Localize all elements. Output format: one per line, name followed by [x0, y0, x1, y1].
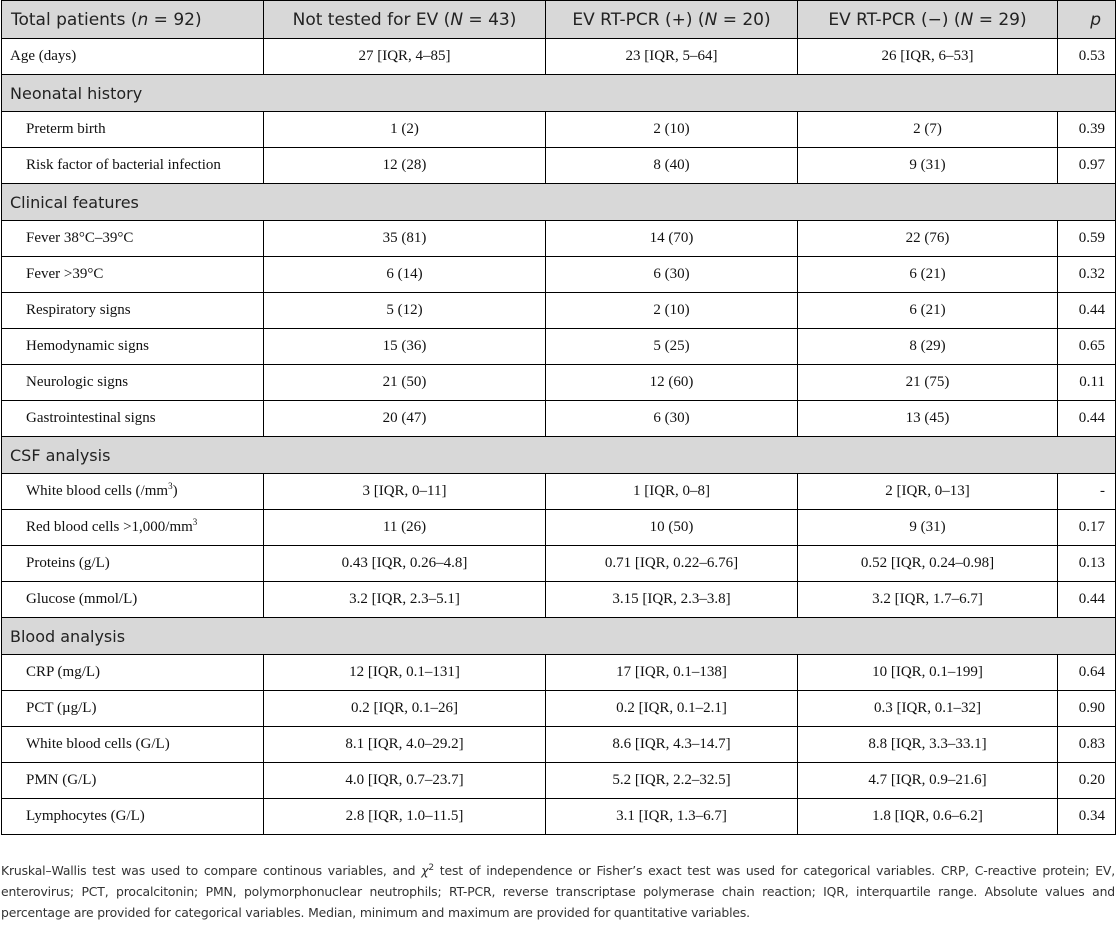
cell-not-tested: 3.2 [IQR, 2.3–5.1]	[264, 582, 546, 618]
header-ev-positive: EV RT-PCR (+) (N = 20)	[546, 1, 798, 39]
cell-p-value: 0.20	[1058, 763, 1116, 799]
cell-ev-positive: 2 (10)	[546, 293, 798, 329]
row-label: Hemodynamic signs	[2, 329, 264, 365]
cell-ev-negative: 2 [IQR, 0–13]	[798, 474, 1058, 510]
cell-ev-positive: 1 [IQR, 0–8]	[546, 474, 798, 510]
cell-not-tested: 0.2 [IQR, 0.1–26]	[264, 691, 546, 727]
cell-not-tested: 12 [IQR, 0.1–131]	[264, 655, 546, 691]
cell-ev-positive: 17 [IQR, 0.1–138]	[546, 655, 798, 691]
table-row	[2, 546, 1116, 582]
row-label: Proteins (g/L)	[2, 546, 264, 582]
cell-ev-positive: 6 (30)	[546, 257, 798, 293]
cell-p-value: 0.65	[1058, 329, 1116, 365]
table-row	[2, 510, 1116, 546]
cell-ev-negative: 2 (7)	[798, 112, 1058, 148]
row-label: Neurologic signs	[2, 365, 264, 401]
table-row	[2, 474, 1116, 510]
cell-p-value: 0.44	[1058, 293, 1116, 329]
cell-not-tested: 1 (2)	[264, 112, 546, 148]
cell-p-value: 0.32	[1058, 257, 1116, 293]
cell-ev-negative: 9 (31)	[798, 510, 1058, 546]
table-row	[2, 148, 1116, 184]
cell-ev-negative: 10 [IQR, 0.1–199]	[798, 655, 1058, 691]
header-ev-negative: EV RT-PCR (−) (N = 29)	[798, 1, 1058, 39]
cell-p-value: 0.34	[1058, 799, 1116, 835]
cell-not-tested: 3 [IQR, 0–11]	[264, 474, 546, 510]
cell-not-tested: 35 (81)	[264, 221, 546, 257]
row-label: PCT (µg/L)	[2, 691, 264, 727]
row-label: CRP (mg/L)	[2, 655, 264, 691]
row-label: PMN (G/L)	[2, 763, 264, 799]
section-neonatal-history	[2, 75, 1116, 112]
table-row	[2, 582, 1116, 618]
table-header-row	[2, 1, 1116, 39]
cell-ev-positive: 8.6 [IQR, 4.3–14.7]	[546, 727, 798, 763]
cell-ev-negative: 3.2 [IQR, 1.7–6.7]	[798, 582, 1058, 618]
cell-not-tested: 12 (28)	[264, 148, 546, 184]
row-label: Glucose (mmol/L)	[2, 582, 264, 618]
cell-ev-negative: 0.3 [IQR, 0.1–32]	[798, 691, 1058, 727]
cell-not-tested: 15 (36)	[264, 329, 546, 365]
cell-p-value: 0.90	[1058, 691, 1116, 727]
row-label: Respiratory signs	[2, 293, 264, 329]
section-title: CSF analysis	[2, 437, 1116, 474]
row-label: Fever >39°C	[2, 257, 264, 293]
row-label: Red blood cells $>1,000/mm^3$	[2, 510, 264, 546]
cell-p-value: 0.53	[1058, 39, 1116, 75]
cell-ev-positive: 2 (10)	[546, 112, 798, 148]
cell-ev-negative: 4.7 [IQR, 0.9–21.6]	[798, 763, 1058, 799]
cell-p-value: 0.17	[1058, 510, 1116, 546]
header-not-tested: Not tested for EV (N = 43)	[264, 1, 546, 39]
cell-not-tested: 8.1 [IQR, 4.0–29.2]	[264, 727, 546, 763]
table-row	[2, 365, 1116, 401]
cell-ev-positive: 0.2 [IQR, 0.1–2.1]	[546, 691, 798, 727]
table-row	[2, 112, 1116, 148]
header-total-patients: Total patients (n = 92)	[2, 1, 264, 39]
cell-not-tested: 27 [IQR, 4–85]	[264, 39, 546, 75]
row-label: White blood cells (G/L)	[2, 727, 264, 763]
cell-not-tested: 4.0 [IQR, 0.7–23.7]	[264, 763, 546, 799]
cell-p-value: 0.13	[1058, 546, 1116, 582]
row-label: Fever 38°C–39°C	[2, 221, 264, 257]
cell-ev-positive: 0.71 [IQR, 0.22–6.76]	[546, 546, 798, 582]
cell-ev-negative: 1.8 [IQR, 0.6–6.2]	[798, 799, 1058, 835]
row-label: Age (days)	[2, 39, 264, 75]
cell-ev-positive: 6 (30)	[546, 401, 798, 437]
cell-ev-positive: 5.2 [IQR, 2.2–32.5]	[546, 763, 798, 799]
cell-ev-negative: 21 (75)	[798, 365, 1058, 401]
cell-ev-negative: 26 [IQR, 6–53]	[798, 39, 1058, 75]
cell-ev-negative: 13 (45)	[798, 401, 1058, 437]
section-clinical-features	[2, 184, 1116, 221]
row-label: Risk factor of bacterial infection	[2, 148, 264, 184]
table-footnote: Kruskal–Wallis test was used to compare continous variables, and $\chi^2$ test of independence or Fisher’s exact test was used for categorical variables. CRP, C-reactive protein; EV, enterovirus; PCT, procalcitonin; PMN, polymorphonuclear neutrophils; RT-PCR, reverse transcriptase polymerase chain reaction; IQR, interquartile range. Absolute values and percentage are provided for categorical variables. Median, minimum and maximum are provided for quantitative variables.	[1, 862, 1115, 920]
cell-ev-negative: 8 (29)	[798, 329, 1058, 365]
section-title: Blood analysis	[2, 618, 1116, 655]
cell-not-tested: 2.8 [IQR, 1.0–11.5]	[264, 799, 546, 835]
section-title: Clinical features	[2, 184, 1116, 221]
cell-not-tested: 21 (50)	[264, 365, 546, 401]
cell-ev-positive: 12 (60)	[546, 365, 798, 401]
cell-ev-positive: 8 (40)	[546, 148, 798, 184]
cell-p-value: 0.11	[1058, 365, 1116, 401]
cell-ev-negative: 6 (21)	[798, 293, 1058, 329]
cell-p-value: 0.44	[1058, 582, 1116, 618]
cell-p-value: 0.83	[1058, 727, 1116, 763]
cell-not-tested: 6 (14)	[264, 257, 546, 293]
cell-ev-positive: 10 (50)	[546, 510, 798, 546]
cell-not-tested: 0.43 [IQR, 0.26–4.8]	[264, 546, 546, 582]
row-label: Preterm birth	[2, 112, 264, 148]
table-row	[2, 329, 1116, 365]
table-row	[2, 799, 1116, 835]
table-row	[2, 401, 1116, 437]
cell-ev-negative: 9 (31)	[798, 148, 1058, 184]
cell-p-value: 0.44	[1058, 401, 1116, 437]
table-row	[2, 221, 1116, 257]
header-p-value: p	[1058, 1, 1116, 39]
table-row	[2, 293, 1116, 329]
patient-characteristics-table	[1, 0, 1116, 835]
table-row	[2, 727, 1116, 763]
cell-ev-negative: 8.8 [IQR, 3.3–33.1]	[798, 727, 1058, 763]
row-label: White blood cells $(/mm^3)$	[2, 474, 264, 510]
table-row	[2, 257, 1116, 293]
cell-ev-positive: 3.1 [IQR, 1.3–6.7]	[546, 799, 798, 835]
row-label: Lymphocytes (G/L)	[2, 799, 264, 835]
table-row-age	[2, 39, 1116, 75]
cell-p-value: 0.97	[1058, 148, 1116, 184]
section-title: Neonatal history	[2, 75, 1116, 112]
cell-p-value: -	[1058, 474, 1116, 510]
section-csf-analysis	[2, 437, 1116, 474]
cell-ev-positive: 3.15 [IQR, 2.3–3.8]	[546, 582, 798, 618]
cell-p-value: 0.39	[1058, 112, 1116, 148]
cell-p-value: 0.59	[1058, 221, 1116, 257]
cell-ev-negative: 6 (21)	[798, 257, 1058, 293]
cell-ev-positive: 14 (70)	[546, 221, 798, 257]
cell-not-tested: 11 (26)	[264, 510, 546, 546]
table-row	[2, 655, 1116, 691]
cell-not-tested: 20 (47)	[264, 401, 546, 437]
table-row	[2, 763, 1116, 799]
cell-p-value: 0.64	[1058, 655, 1116, 691]
cell-ev-positive: 23 [IQR, 5–64]	[546, 39, 798, 75]
cell-ev-negative: 0.52 [IQR, 0.24–0.98]	[798, 546, 1058, 582]
table-row	[2, 691, 1116, 727]
cell-not-tested: 5 (12)	[264, 293, 546, 329]
row-label: Gastrointestinal signs	[2, 401, 264, 437]
cell-ev-positive: 5 (25)	[546, 329, 798, 365]
section-blood-analysis	[2, 618, 1116, 655]
cell-ev-negative: 22 (76)	[798, 221, 1058, 257]
